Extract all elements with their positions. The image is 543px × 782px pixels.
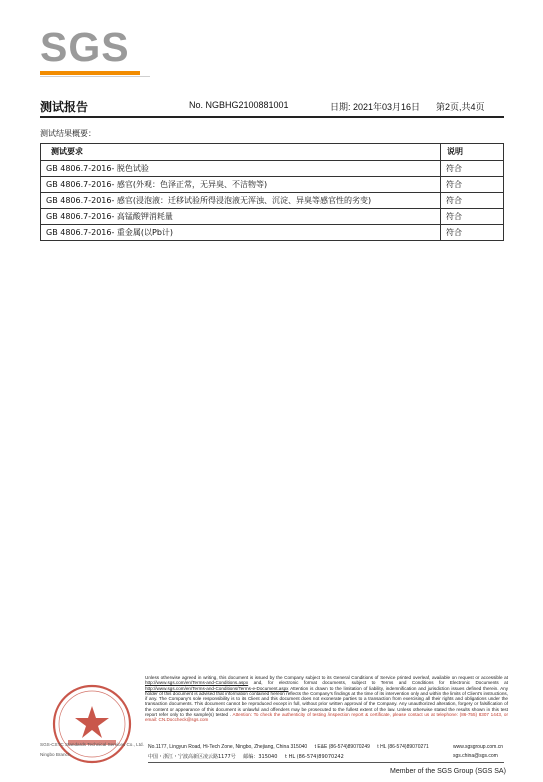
- authenticity-attention: Attention: To check the authenticity of testing /inspection report & certificate, please contact us at telephone: (86-755) 8307 1443, or email: CN.Doccheck@sgs.com: [145, 712, 508, 723]
- table-row: [41, 209, 504, 225]
- result-cell: 符合: [441, 193, 504, 209]
- header-requirement: 测试要求: [41, 144, 441, 161]
- requirement-cell: GB 4806.7-2016- 高锰酸钾消耗量: [41, 209, 441, 225]
- table-header-row: [41, 144, 504, 161]
- result-cell: 符合: [441, 225, 504, 241]
- report-title: 测试报告: [40, 100, 89, 114]
- phone-hl-2: t HL (86-574)89070242: [285, 754, 344, 760]
- header-divider: [40, 116, 504, 118]
- table-row: [41, 161, 504, 177]
- phone-hl-1: t HL (86-574)89070271: [377, 744, 429, 750]
- requirement-cell: GB 4806.7-2016- 脱色试验: [41, 161, 441, 177]
- postcode: 邮编：315040: [243, 754, 278, 760]
- results-table: [40, 143, 504, 241]
- terms-link[interactable]: http://www.sgs.com/en/Terms-and-Conditions.aspx: [145, 680, 249, 686]
- fine-text-1: Unless otherwise agreed in writing, this document is issued by the Company subject to its General Conditions of Service printed overleaf, available on request or accessible at: [145, 675, 508, 680]
- result-cell: 符合: [441, 177, 504, 193]
- phone-ee: t E&E (86-574)89070249: [314, 744, 370, 750]
- inspection-seal-icon: [40, 676, 145, 781]
- address-line: No.1177, Lingyun Road, Hi-Tech Zone, Ningbo, Zhejiang, China 315040: [148, 744, 308, 750]
- logo-rule: [40, 76, 150, 77]
- requirement-cell: GB 4806.7-2016- 重金属(以Pb计): [41, 225, 441, 241]
- e-document-terms-link[interactable]: http://www.sgs.com/en/Terms-and-Conditions/Terms-e-Document.aspx: [145, 685, 289, 691]
- company-name: SGS-CSTC Standards Technical Services Co., Ltd.: [40, 742, 144, 747]
- logo-text: SGS: [40, 24, 130, 70]
- requirement-cell: GB 4806.7-2016- 感官(外观：色泽正常，无异臭、不洁物等): [41, 177, 441, 193]
- result-cell: 符合: [441, 161, 504, 177]
- terms-fine-print: [145, 675, 508, 723]
- fine-text-3: Attention is drawn to the limitation of liability, indemnification and jurisdiction issues defined therein. Any holder of this document is advised that information contained hereon reflects the Company's findings at the time of its intervention only and within the limits of Client's instructions, if any. The Company's sole responsibility is to its Client and this document does not exonerate parties to a transaction from exercising all their rights and obligations under the transaction documents. This document cannot be reproduced except in full, without prior written approval of the Company. Any unauthorized alteration, forgery or falsification of the content or appearance of this document is unlawful and offenders may be prosecuted to the fullest extent of the law. Unless otherwise stated the results shown in this test report refer only to the sample(s) tested .: [145, 685, 508, 718]
- member-of-group: Member of the SGS Group (SGS SA): [390, 768, 506, 775]
- page-number: 第2页,共4页: [436, 102, 485, 112]
- sgs-logo: [40, 26, 140, 78]
- table-row: [41, 193, 504, 209]
- address-english: [148, 744, 435, 750]
- address-chinese: [148, 753, 350, 760]
- branch-name: Ningbo Branch: [40, 752, 71, 757]
- address-line-cn: 中国・浙江・宁波高新区凌云路1177号: [148, 754, 236, 760]
- fine-text-2: and, for electronic format documents, subject to Terms and Conditions for Electronic Documents at: [253, 680, 508, 686]
- header-result: 说明: [441, 144, 504, 161]
- table-row: [41, 177, 504, 193]
- website-link[interactable]: www.sgsgroup.com.cn: [453, 744, 504, 750]
- email-link[interactable]: sgs.china@sgs.com: [453, 753, 498, 759]
- table-row: [41, 225, 504, 241]
- summary-label: 测试结果概要：: [40, 129, 96, 138]
- report-number: No. NGBHG2100881001: [189, 100, 289, 110]
- footer-divider: [148, 762, 504, 763]
- report-date: 日期: 2021年03月16日: [330, 102, 421, 112]
- requirement-cell: GB 4806.7-2016- 感官(浸泡液：迁移试验所得浸泡液无浑浊、沉淀、异臭等感官性的劣变): [41, 193, 441, 209]
- result-cell: 符合: [441, 209, 504, 225]
- logo-orange-bar: [40, 71, 140, 75]
